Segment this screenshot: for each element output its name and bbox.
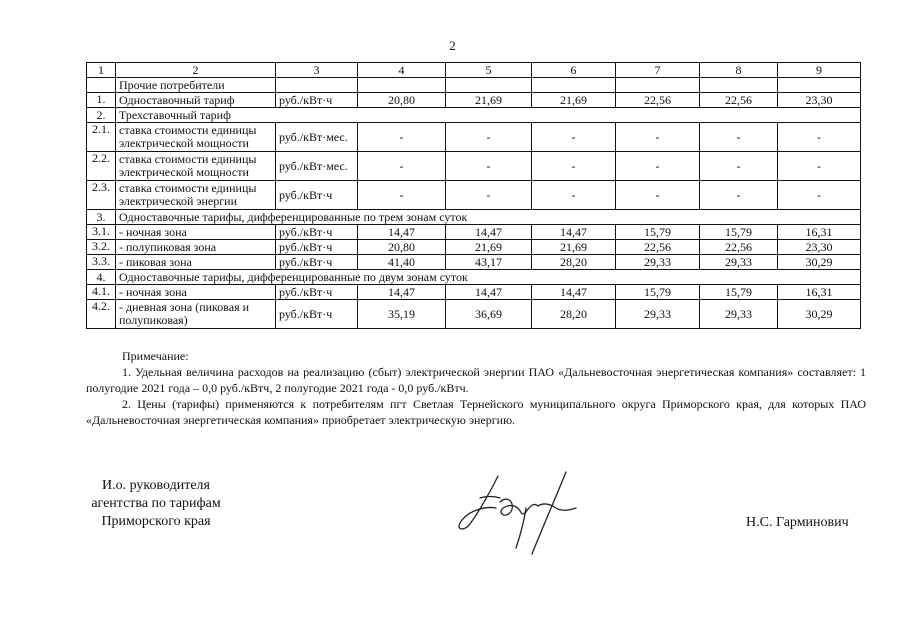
header-cell: 5 xyxy=(446,63,532,78)
value-cell: - xyxy=(700,181,778,210)
header-cell: 7 xyxy=(616,63,700,78)
value-cell: 14,47 xyxy=(358,225,446,240)
header-cell: 4 xyxy=(358,63,446,78)
table-section-row xyxy=(87,210,861,225)
row-number: 2. xyxy=(87,108,116,123)
empty-cell xyxy=(446,78,532,93)
value-cell: - xyxy=(778,123,861,152)
row-unit: руб./кВт·ч xyxy=(276,240,358,255)
value-cell: - xyxy=(700,152,778,181)
note-title: Примечание: xyxy=(122,349,189,363)
value-cell: 20,80 xyxy=(358,240,446,255)
signatory-role-line: И.о. руководителя xyxy=(101,478,210,493)
value-cell: 29,33 xyxy=(700,300,778,329)
row-unit: руб./кВт·ч xyxy=(276,93,358,108)
section-label: Одноставочные тарифы, дифференцированные по двум зонам суток xyxy=(116,270,861,285)
tariff-table-body xyxy=(87,63,861,329)
value-cell: 22,56 xyxy=(616,93,700,108)
table-section-row xyxy=(87,108,861,123)
value-cell: - xyxy=(616,152,700,181)
row-label: ставка стоимости единицы электрической мощности xyxy=(116,123,276,152)
value-cell: - xyxy=(446,152,532,181)
row-number: 3.1. xyxy=(87,225,116,240)
value-cell: - xyxy=(446,123,532,152)
value-cell: - xyxy=(446,181,532,210)
value-cell: 43,17 xyxy=(446,255,532,270)
value-cell: 15,79 xyxy=(616,285,700,300)
table-row xyxy=(87,181,861,210)
note-item-2: 2. Цены (тарифы) применяются к потребителям пгт Светлая Тернейского муниципального округа Приморского края, для которых ПАО «Дальневосточная энергетическая компания» приобретает электрическую энергию. xyxy=(86,397,866,427)
value-cell: 23,30 xyxy=(778,93,861,108)
value-cell: - xyxy=(700,123,778,152)
section-label: Одноставочные тарифы, дифференцированные по трем зонам суток xyxy=(116,210,861,225)
note-block xyxy=(86,348,866,428)
value-cell: 16,31 xyxy=(778,285,861,300)
value-cell: 15,79 xyxy=(700,285,778,300)
value-cell: 21,69 xyxy=(532,240,616,255)
value-cell: 21,69 xyxy=(446,240,532,255)
row-unit: руб./кВт·мес. xyxy=(276,152,358,181)
row-unit: руб./кВт·мес. xyxy=(276,123,358,152)
signatory-role-line: агентства по тарифам xyxy=(91,496,221,511)
row-number: 3. xyxy=(87,210,116,225)
table-row xyxy=(87,300,861,329)
value-cell: 28,20 xyxy=(532,300,616,329)
row-unit: руб./кВт·ч xyxy=(276,285,358,300)
row-number xyxy=(87,78,116,93)
value-cell: - xyxy=(358,181,446,210)
value-cell: 29,33 xyxy=(616,255,700,270)
value-cell: 14,47 xyxy=(446,285,532,300)
header-cell: 8 xyxy=(700,63,778,78)
page-number: 2 xyxy=(449,38,456,53)
value-cell: 30,29 xyxy=(778,300,861,329)
row-label: - ночная зона xyxy=(116,285,276,300)
value-cell: 35,19 xyxy=(358,300,446,329)
value-cell: - xyxy=(358,123,446,152)
row-number: 2.1. xyxy=(87,123,116,152)
empty-cell xyxy=(700,78,778,93)
value-cell: 22,56 xyxy=(700,240,778,255)
table-row xyxy=(87,123,861,152)
row-number: 1. xyxy=(87,93,116,108)
row-label: ставка стоимости единицы электрической мощности xyxy=(116,152,276,181)
value-cell: - xyxy=(616,181,700,210)
value-cell: 23,30 xyxy=(778,240,861,255)
value-cell: 14,47 xyxy=(532,225,616,240)
row-unit: руб./кВт·ч xyxy=(276,255,358,270)
value-cell: - xyxy=(532,152,616,181)
header-cell: 6 xyxy=(532,63,616,78)
value-cell: 14,47 xyxy=(532,285,616,300)
value-cell: 21,69 xyxy=(446,93,532,108)
handwritten-signature xyxy=(440,462,590,562)
value-cell: 41,40 xyxy=(358,255,446,270)
row-unit: руб./кВт·ч xyxy=(276,225,358,240)
table-row xyxy=(87,93,861,108)
value-cell: 22,56 xyxy=(616,240,700,255)
value-cell: 36,69 xyxy=(446,300,532,329)
value-cell: 22,56 xyxy=(700,93,778,108)
signatory-role xyxy=(76,477,236,531)
table-header-row xyxy=(87,63,861,78)
row-number: 3.3. xyxy=(87,255,116,270)
value-cell: 29,33 xyxy=(700,255,778,270)
empty-cell xyxy=(616,78,700,93)
empty-cell xyxy=(276,78,358,93)
row-label: - пиковая зона xyxy=(116,255,276,270)
value-cell: - xyxy=(778,152,861,181)
signatory-role-line: Приморского края xyxy=(101,514,211,529)
table-section-row xyxy=(87,270,861,285)
value-cell: - xyxy=(616,123,700,152)
row-number: 4.1. xyxy=(87,285,116,300)
row-unit: руб./кВт·ч xyxy=(276,300,358,329)
note-item-1: 1. Удельная величина расходов на реализацию (сбыт) электрической энергии ПАО «Дальневосточная энергетическая компания» составляет: 1 полугодие 2021 года – 0,0 руб./кВтч, 2 полугодие 2021 года - 0,0 руб./кВтч. xyxy=(86,365,866,395)
value-cell: 28,20 xyxy=(532,255,616,270)
header-cell: 2 xyxy=(116,63,276,78)
row-number: 3.2. xyxy=(87,240,116,255)
value-cell: - xyxy=(532,181,616,210)
row-label: ставка стоимости единицы электрической энергии xyxy=(116,181,276,210)
table-row xyxy=(87,152,861,181)
value-cell: - xyxy=(358,152,446,181)
value-cell: 14,47 xyxy=(358,285,446,300)
table-row xyxy=(87,240,861,255)
table-row xyxy=(87,255,861,270)
row-number: 4. xyxy=(87,270,116,285)
header-cell: 9 xyxy=(778,63,861,78)
empty-cell xyxy=(532,78,616,93)
value-cell: 20,80 xyxy=(358,93,446,108)
value-cell: 21,69 xyxy=(532,93,616,108)
section-label: Прочие потребители xyxy=(116,78,276,93)
value-cell: 16,31 xyxy=(778,225,861,240)
value-cell: - xyxy=(778,181,861,210)
value-cell: 15,79 xyxy=(616,225,700,240)
row-label: - ночная зона xyxy=(116,225,276,240)
row-label: - полупиковая зона xyxy=(116,240,276,255)
header-cell: 3 xyxy=(276,63,358,78)
empty-cell xyxy=(358,78,446,93)
header-cell: 1 xyxy=(87,63,116,78)
empty-cell xyxy=(778,78,861,93)
row-label: Одноставочный тариф xyxy=(116,93,276,108)
row-number: 2.2. xyxy=(87,152,116,181)
table-row xyxy=(87,285,861,300)
value-cell: - xyxy=(532,123,616,152)
value-cell: 29,33 xyxy=(616,300,700,329)
row-label: - дневная зона (пиковая и полупиковая) xyxy=(116,300,276,329)
value-cell: 14,47 xyxy=(446,225,532,240)
row-number: 2.3. xyxy=(87,181,116,210)
row-number: 4.2. xyxy=(87,300,116,329)
section-label: Трехставочный тариф xyxy=(116,108,861,123)
value-cell: 15,79 xyxy=(700,225,778,240)
tariff-table xyxy=(86,62,861,329)
value-cell: 30,29 xyxy=(778,255,861,270)
row-unit: руб./кВт·ч xyxy=(276,181,358,210)
signatory-name: Н.С. Гарминович xyxy=(746,515,849,530)
table-section-row xyxy=(87,78,861,93)
table-row xyxy=(87,225,861,240)
